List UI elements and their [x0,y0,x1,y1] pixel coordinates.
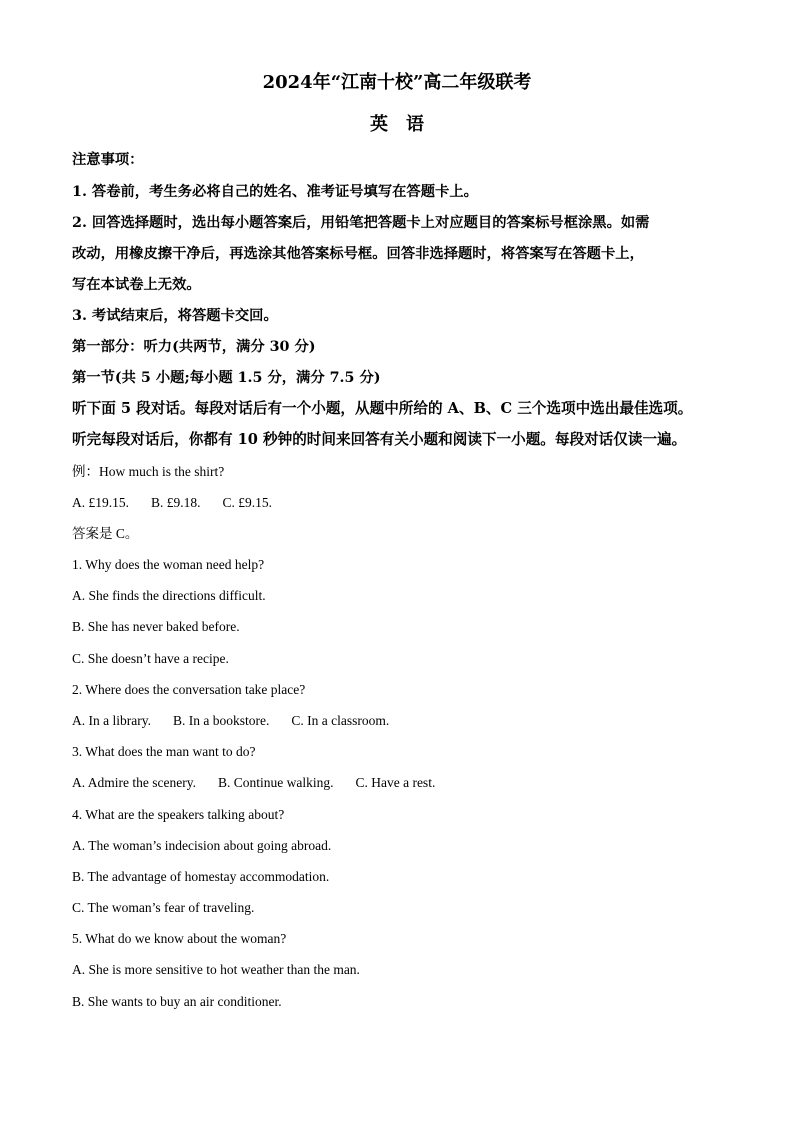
question-1-stem: 1. Why does the woman need help? [72,557,265,572]
question-3-option-a: A. Admire the scenery. [72,775,196,790]
question-2-options [72,712,727,730]
question-4-option-c: C. The woman’s fear of traveling. [72,900,255,915]
question-3-option-b: B. Continue walking. [217,775,334,790]
notice-heading: 注意事项： [72,152,144,168]
example-option-a: A. £19.15. [72,495,129,510]
subject-title: 英语 [370,114,442,135]
question-5-option-b: B. She wants to buy an air conditioner. [72,994,282,1009]
question-1-option-c: C. She doesn’t have a recipe. [72,651,229,666]
question-1-option-b: B. She has never baked before. [72,619,240,634]
notice-item-2-line-1: 2. 回答选择题时，选出每小题答案后，用铅笔把答题卡上对应题目的答案标号框涂黑。如需 [72,215,650,231]
example-question: 例：How much is the shirt? [72,464,225,479]
question-2-option-b: B. In a bookstore. [172,713,270,728]
example-options [72,494,727,512]
question-4-option-b: B. The advantage of homestay accommodation. [72,869,330,884]
question-1-option-a: A. She finds the directions difficult. [72,588,266,603]
instructions-line-1: 听下面 5 段对话。每段对话后有一个小题，从题中所给的 A、B、C 三个选项中选出最佳选项。 [72,400,693,417]
question-3-options [72,774,727,792]
question-2-option-a: A. In a library. [72,713,151,728]
question-5-stem: 5. What do we know about the woman? [72,931,287,946]
question-3-option-c: C. Have a rest. [355,775,436,790]
instructions-line-2: 听完每段对话后，你都有 10 秒钟的时间来回答有关小题和阅读下一小题。每段对话仅读一遍。 [72,431,687,448]
question-2-stem: 2. Where does the conversation take place? [72,682,306,697]
section1-heading: 第一节(共 5 小题;每小题 1.5 分，满分 7.5 分) [72,370,381,386]
question-4-stem: 4. What are the speakers talking about? [72,807,285,822]
question-4-option-a: A. The woman’s indecision about going abroad. [72,838,332,853]
question-2-option-c: C. In a classroom. [291,713,390,728]
part1-heading: 第一部分：听力(共两节，满分 30 分) [72,339,316,355]
example-option-c: C. £9.15. [222,495,273,510]
example-option-b: B. £9.18. [151,495,201,510]
exam-title: 2024年“江南十校”高二年级联考 [262,72,532,93]
example-answer: 答案是 C。 [72,526,139,541]
question-5-option-a: A. She is more sensitive to hot weather than the man. [72,962,360,977]
notice-item-2-line-3: 写在本试卷上无效。 [72,277,201,293]
notice-item-1: 1. 答卷前，考生务必将自己的姓名、准考证号填写在答题卡上。 [72,184,478,200]
question-3-stem: 3. What does the man want to do? [72,744,256,759]
notice-item-2-line-2: 改动，用橡皮擦干净后，再选涂其他答案标号框。回答非选择题时，将答案写在答题卡上， [72,246,644,262]
notice-item-3: 3. 考试结束后，将答题卡交回。 [72,308,278,324]
